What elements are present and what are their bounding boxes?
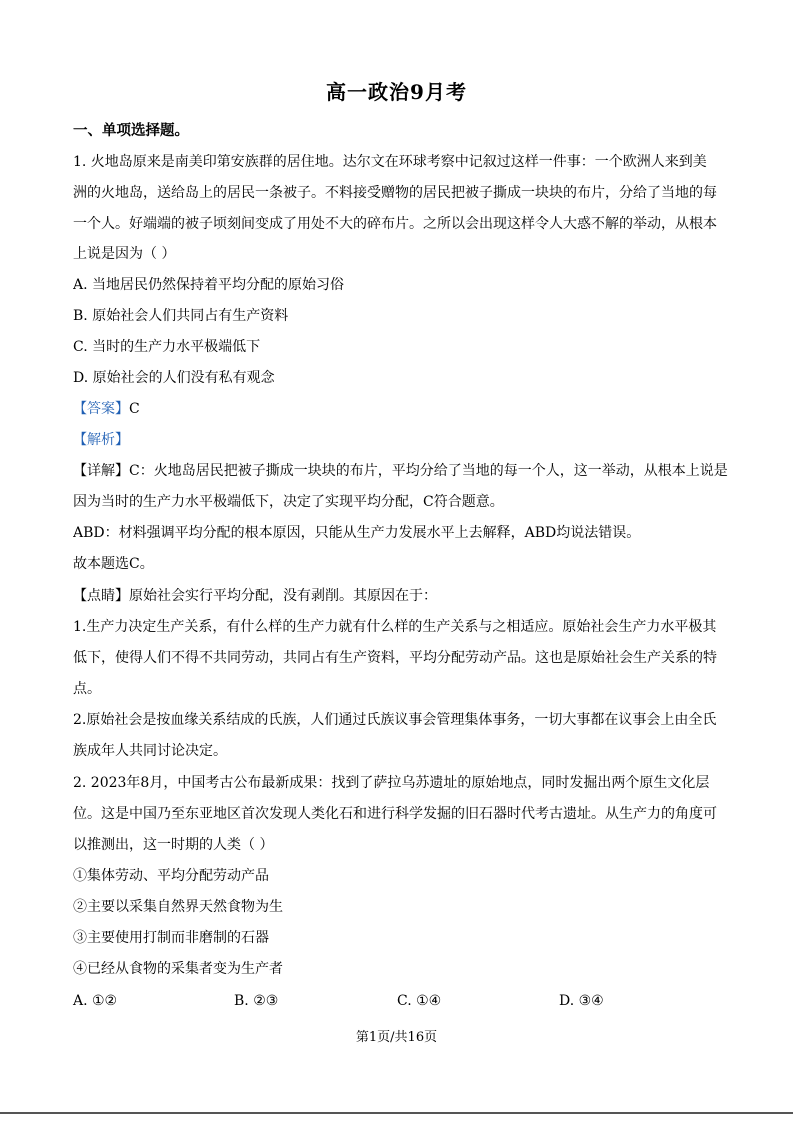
q2-stem-line: 以推测出，这一时期的人类（ ） xyxy=(73,837,274,853)
q2-option-b: B. ②③ xyxy=(234,993,279,1009)
section-heading: 一、单项选择题。 xyxy=(73,122,189,139)
detail-line: 故本题选C。 xyxy=(73,556,154,572)
q2-stem-line: 位。这是中国乃至东亚地区首次发现人类化石和进行科学发掘的旧石器时代考古遗址。从生产力的角度可 xyxy=(73,806,717,822)
detail-line: 因为当时的生产力水平极端低下，决定了实现平均分配，C符合题意。 xyxy=(73,494,504,510)
point-line: 点。 xyxy=(73,681,101,697)
q1-option-c: C. 当时的生产力水平极端低下 xyxy=(73,339,261,355)
detail-tag: 【详解】 xyxy=(73,463,129,479)
q2-option-c: C. ①④ xyxy=(397,993,442,1009)
page-title: 高一政治9月考 xyxy=(326,80,467,104)
q1-option-a: A. 当地居民仍然保持着平均分配的原始习俗 xyxy=(73,277,345,293)
point-line xyxy=(73,586,733,606)
point-line: 2.原始社会是按血缘关系结成的氏族，人们通过氏族议事会管理集体事务，一切大事都在议事会上由全氏 xyxy=(73,712,717,728)
point-text: 原始社会实行平均分配，没有剥削。其原因在于： xyxy=(129,588,437,604)
detail-text: C：火地岛居民把被子撕成一块块的布片，平均分给了当地的每一个人，这一举动，从根本上说是 xyxy=(129,463,728,479)
q1-stem-line: 1. 火地岛原来是南美印第安族群的居住地。达尔文在环球考察中记叙过这样一件事：一个欧洲人来到美 xyxy=(73,154,707,170)
q2-stem-line: 2. 2023年8月，中国考古公布最新成果：找到了萨拉乌苏遗址的原始地点，同时发掘出两个原生文化层 xyxy=(73,775,710,791)
detail-line xyxy=(73,461,733,481)
analysis-tag: 【解析】 xyxy=(73,432,129,448)
answer-tag: 【答案】 xyxy=(73,401,129,417)
point-line: 1.生产力决定生产关系，有什么样的生产力就有什么样的生产关系与之相适应。原始社会生产力水平极其 xyxy=(73,619,717,635)
q2-statement: ②主要以采集自然界天然食物为生 xyxy=(73,899,283,915)
q1-stem-line: 洲的火地岛，送给岛上的居民一条被子。不料接受赠物的居民把被子撕成一块块的布片，分给了当地的每 xyxy=(73,185,717,201)
q1-option-b: B. 原始社会人们共同占有生产资料 xyxy=(73,308,289,324)
point-line: 族成年人共同讨论决定。 xyxy=(73,743,227,759)
q2-statement: ③主要使用打制而非磨制的石器 xyxy=(73,930,269,946)
q2-option-d: D. ③④ xyxy=(559,993,604,1009)
q2-statement: ①集体劳动、平均分配劳动产品 xyxy=(73,868,269,884)
q1-option-d: D. 原始社会的人们没有私有观念 xyxy=(73,370,275,386)
page-number: 第1页/共16页 xyxy=(355,1030,438,1045)
q2-option-a: A. ①② xyxy=(73,993,118,1009)
q1-stem-line: 上说是因为（ ） xyxy=(73,246,176,262)
q2-statement: ④已经从食物的采集者变为生产者 xyxy=(73,961,283,977)
bottom-divider xyxy=(0,1112,793,1114)
q1-stem-line: 一个人。好端端的被子顷刻间变成了用处不大的碎布片。之所以会出现这样令人大惑不解的举动，从根本 xyxy=(73,216,717,232)
answer-line xyxy=(73,399,733,419)
point-line: 低下，使得人们不得不共同劳动，共同占有生产资料，平均分配劳动产品。这也是原始社会生产关系的特 xyxy=(73,650,717,666)
answer-value: C xyxy=(129,401,140,417)
point-tag: 【点睛】 xyxy=(73,588,129,604)
detail-line: ABD：材料强调平均分配的根本原因，只能从生产力发展水平上去解释，ABD均说法错误。 xyxy=(73,525,641,541)
